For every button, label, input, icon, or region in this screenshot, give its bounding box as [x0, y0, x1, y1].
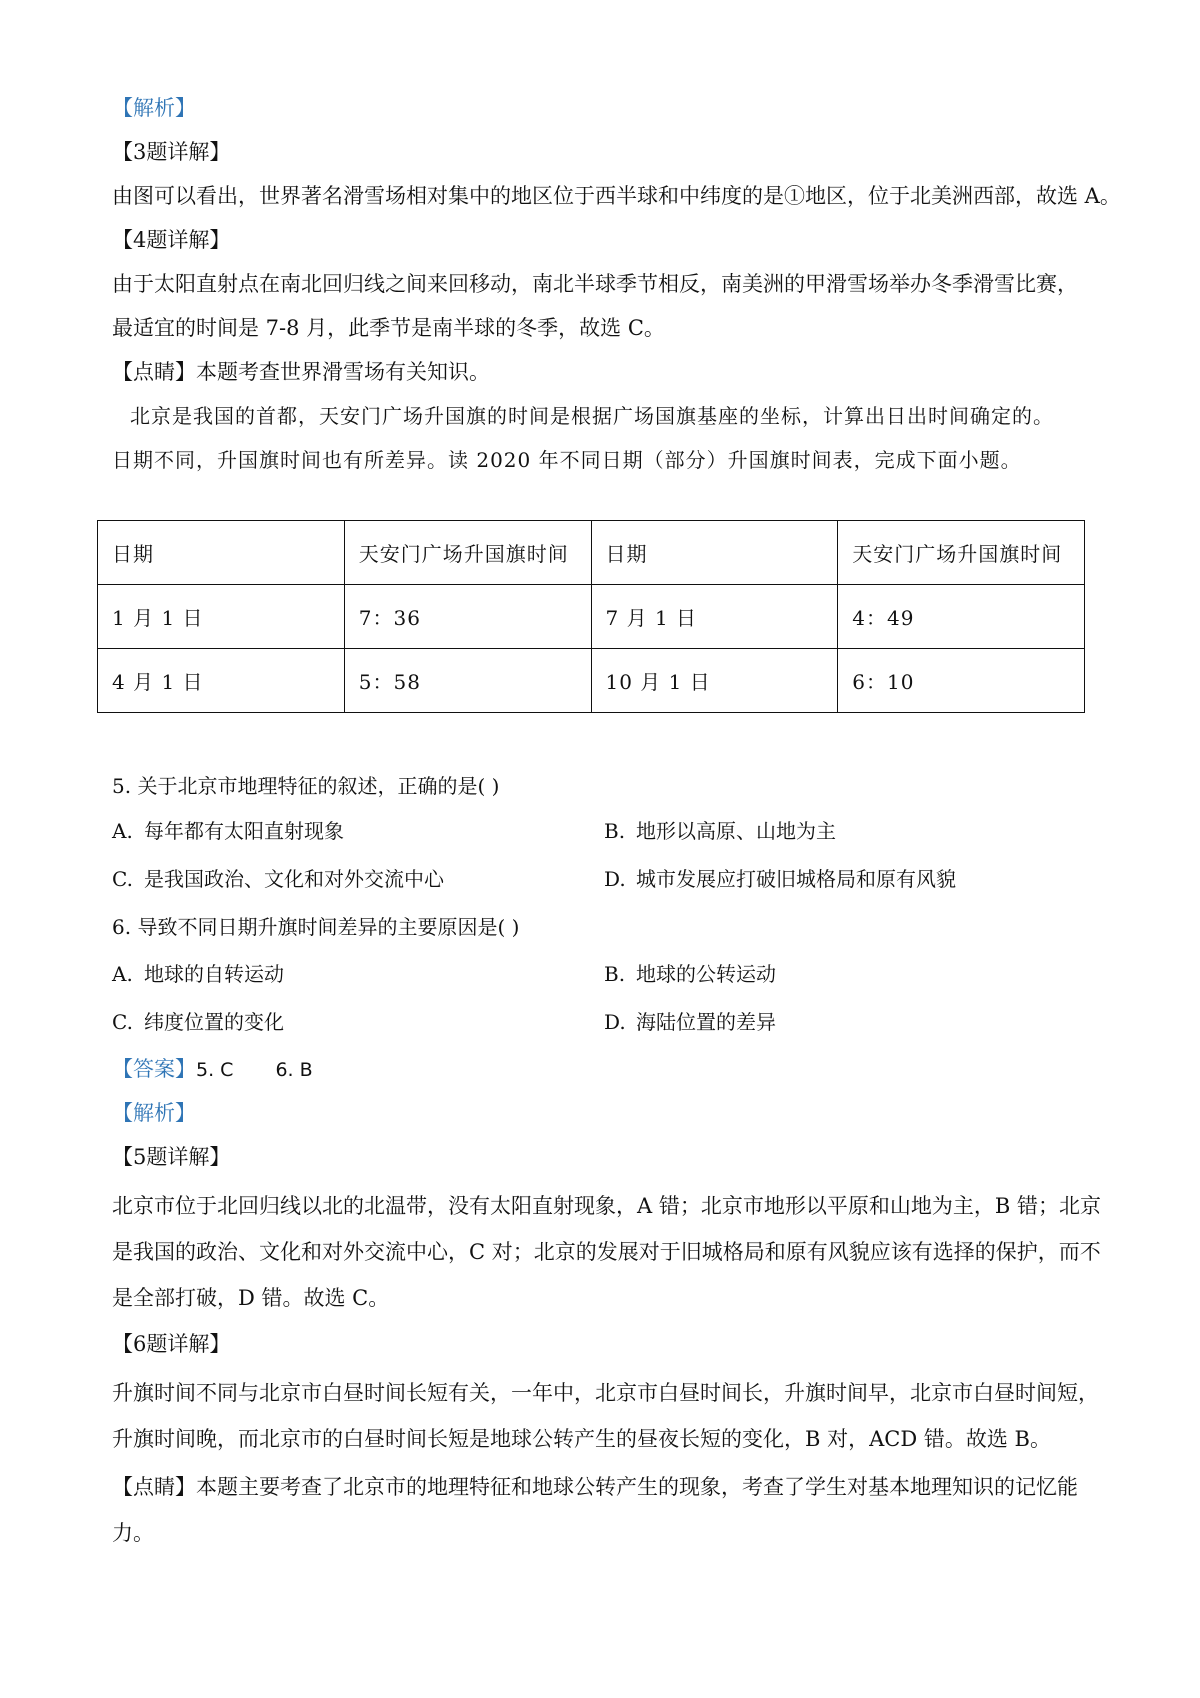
q5-option-b — [604, 814, 836, 848]
option-letter: D. — [604, 1010, 626, 1034]
q6-option-d — [604, 1005, 776, 1039]
option-text: 纬度位置的变化 — [144, 1010, 284, 1034]
answer-5: 5. C — [196, 1059, 234, 1081]
q6-stem: 6. 导致不同日期升旗时间差异的主要原因是( ) — [112, 915, 520, 939]
q6-option-a — [112, 957, 284, 991]
q4-explanation-line2: 最适宜的时间是 7-8 月，此季节是南半球的冬季，故选 C。 — [112, 316, 665, 340]
q6-option-c — [112, 1005, 284, 1039]
q6-heading: 【6题详解】 — [112, 1332, 231, 1356]
q6-explanation-line2: 升旗时间晚，而北京市的白昼时间长短是地球公转产生的昼夜长短的变化，B 对，ACD 错。故选 B。 — [112, 1427, 1051, 1451]
passage-line1: 北京是我国的首都，天安门广场升国旗的时间是根据广场国旗基座的坐标，计算出日出时间确定的。 — [130, 404, 1054, 428]
option-text: 每年都有太阳直射现象 — [144, 819, 344, 843]
jiexi-label: 【解析】 — [112, 96, 196, 120]
option-letter: A. — [112, 962, 133, 986]
dianjing-note: 【点睛】本题考查世界滑雪场有关知识。 — [112, 360, 490, 384]
q6-explanation-line1: 升旗时间不同与北京市白昼时间长短有关，一年中，北京市白昼时间长，升旗时间早，北京市白昼时间短， — [112, 1381, 1099, 1405]
option-text: 城市发展应打破旧城格局和原有风貌 — [636, 867, 956, 891]
table-header-cell: 天安门广场升国旗时间 — [344, 521, 591, 585]
dianjing-note-2-line1: 【点睛】本题主要考查了北京市的地理特征和地球公转产生的现象，考查了学生对基本地理知识的记忆能 — [112, 1475, 1078, 1499]
dianjing-note-2-line2: 力。 — [112, 1521, 154, 1545]
table-header-cell: 天安门广场升国旗时间 — [838, 521, 1085, 585]
option-letter: D. — [604, 867, 626, 891]
table-row — [98, 585, 1085, 649]
option-letter: B. — [604, 962, 626, 986]
option-letter: C. — [112, 867, 133, 891]
q6-option-b — [604, 957, 776, 991]
table-cell: 10 月 1 日 — [591, 649, 838, 713]
answer-6: 6. B — [275, 1059, 313, 1081]
q5-option-a — [112, 814, 344, 848]
answer-line — [112, 1052, 1102, 1087]
table-cell: 4：49 — [838, 585, 1085, 649]
table-cell: 7 月 1 日 — [591, 585, 838, 649]
answer-label: 【答案】 — [112, 1057, 196, 1081]
table-cell: 4 月 1 日 — [98, 649, 345, 713]
passage-line2: 日期不同，升国旗时间也有所差异。读 2020 年不同日期（部分）升国旗时间表，完成下面小题。 — [112, 448, 1022, 472]
option-text: 是我国政治、文化和对外交流中心 — [144, 867, 444, 891]
q5-stem: 5. 关于北京市地理特征的叙述，正确的是( ) — [112, 774, 500, 798]
table-cell: 1 月 1 日 — [98, 585, 345, 649]
option-letter: C. — [112, 1010, 133, 1034]
table-row — [98, 649, 1085, 713]
flag-raising-table — [97, 520, 1085, 713]
table-header-cell: 日期 — [591, 521, 838, 585]
jiexi-label-2: 【解析】 — [112, 1101, 196, 1125]
q4-heading: 【4题详解】 — [112, 228, 231, 252]
q5-explanation-line2: 是我国的政治、文化和对外交流中心，C 对；北京的发展对于旧城格局和原有风貌应该有选择的保护，而不 — [112, 1240, 1101, 1264]
option-text: 海陆位置的差异 — [636, 1010, 776, 1034]
table-cell: 7：36 — [344, 585, 591, 649]
option-text: 地球的公转运动 — [636, 962, 776, 986]
q3-heading: 【3题详解】 — [112, 140, 231, 164]
q5-explanation-line3: 是全部打破，D 错。故选 C。 — [112, 1286, 390, 1310]
table-cell: 6：10 — [838, 649, 1085, 713]
q4-explanation-line1: 由于太阳直射点在南北回归线之间来回移动，南北半球季节相反，南美洲的甲滑雪场举办冬季滑雪比赛， — [112, 272, 1078, 296]
option-text: 地球的自转运动 — [144, 962, 284, 986]
option-text: 地形以高原、山地为主 — [636, 819, 836, 843]
q5-explanation-line1: 北京市位于北回归线以北的北温带，没有太阳直射现象，A 错；北京市地形以平原和山地为主，B 错；北京 — [112, 1194, 1101, 1218]
option-letter: B. — [604, 819, 626, 843]
q3-explanation: 由图可以看出，世界著名滑雪场相对集中的地区位于西半球和中纬度的是①地区，位于北美洲西部，故选 A。 — [112, 184, 1121, 208]
option-letter: A. — [112, 819, 133, 843]
q5-heading: 【5题详解】 — [112, 1145, 231, 1169]
q5-option-c — [112, 862, 444, 896]
table-header-cell: 日期 — [98, 521, 345, 585]
table-header-row — [98, 521, 1085, 585]
table-cell: 5：58 — [344, 649, 591, 713]
q5-option-d — [604, 862, 956, 896]
